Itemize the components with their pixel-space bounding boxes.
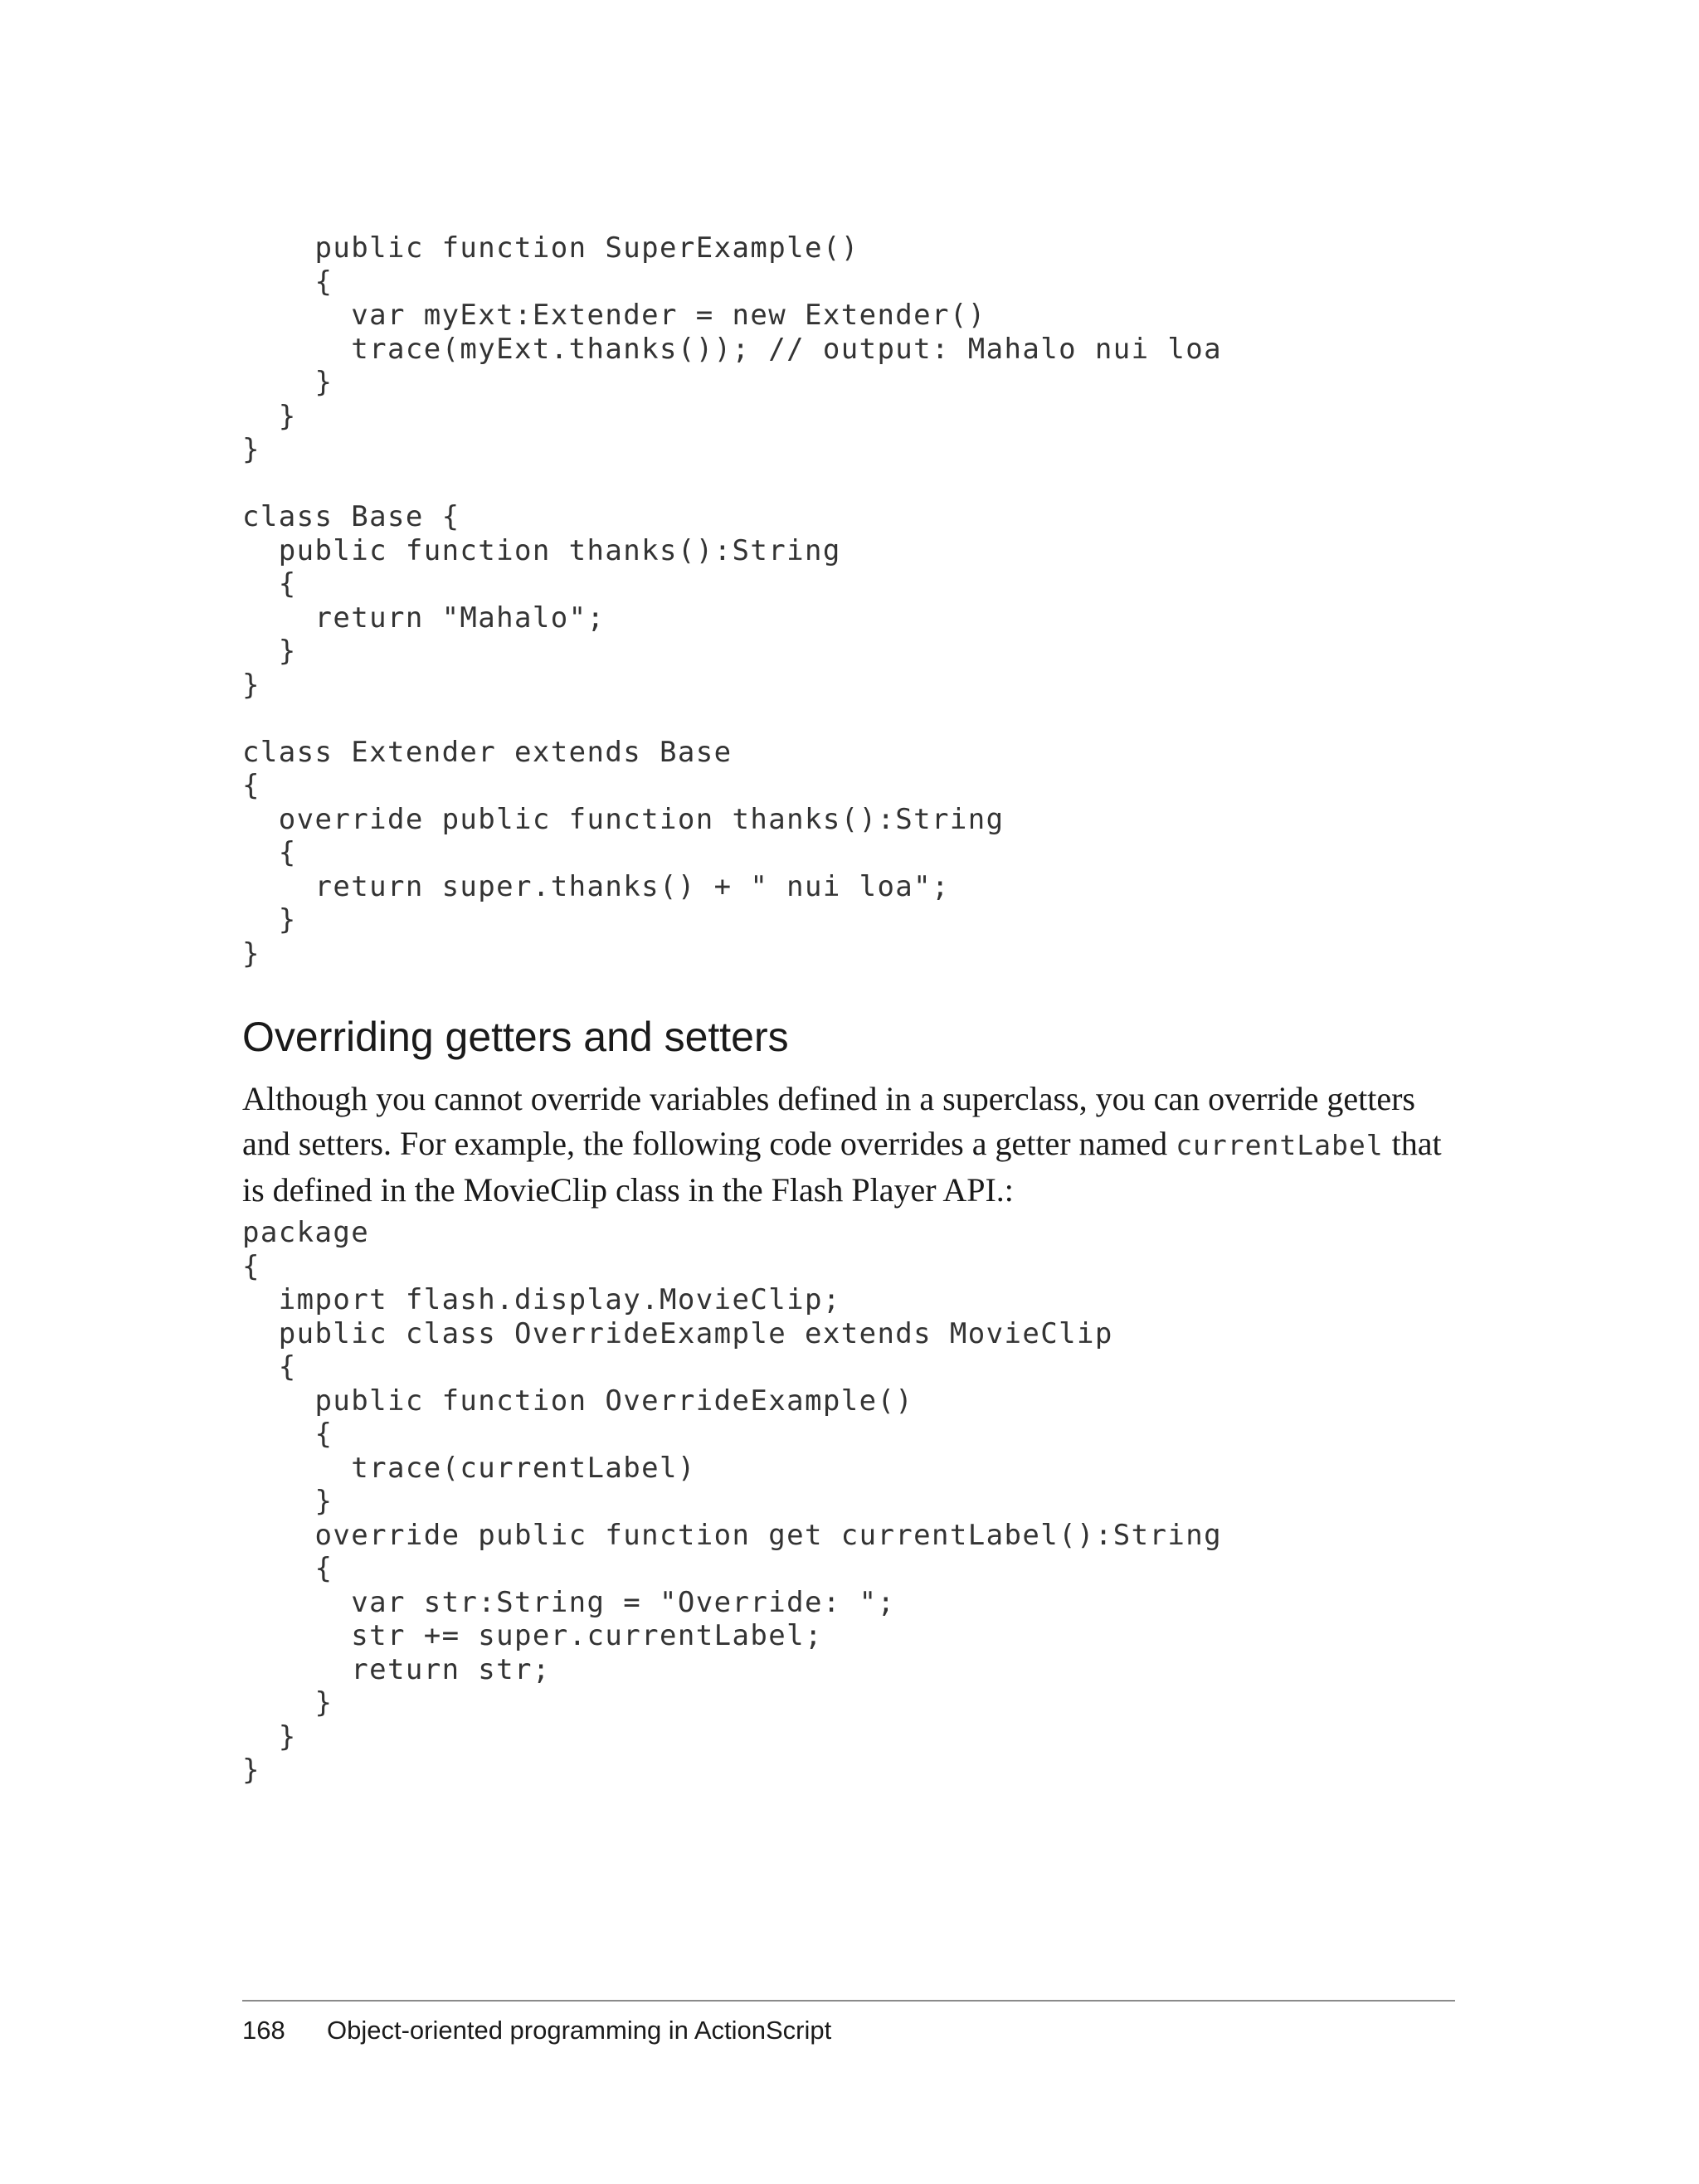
page-footer — [242, 2014, 831, 2047]
code-line: } — [242, 903, 297, 936]
code-line: import flash.display.MovieClip; — [242, 1283, 841, 1316]
code-line: { — [242, 567, 297, 601]
code-line: var str:String = "Override: "; — [242, 1585, 896, 1619]
code-block-override-example — [242, 1216, 1222, 1788]
section-paragraph — [242, 1077, 1462, 1213]
code-line: return str; — [242, 1652, 551, 1686]
code-line: { — [242, 1552, 333, 1585]
code-line: public class OverrideExample extends MovieClip — [242, 1316, 1113, 1350]
code-line: override public function get currentLabel():String — [242, 1518, 1222, 1552]
code-line — [242, 467, 1222, 501]
code-line: } — [242, 1485, 333, 1518]
code-line: package — [242, 1216, 370, 1249]
code-line: override public function thanks():String — [242, 802, 1005, 836]
footer-divider — [242, 2000, 1455, 2002]
code-line: public function SuperExample() — [242, 231, 859, 265]
inline-code-current-label: currentLabel — [1176, 1129, 1384, 1161]
page-number: 168 — [242, 2016, 285, 2045]
code-line: return super.thanks() + " nui loa"; — [242, 869, 950, 903]
code-line: class Extender extends Base — [242, 735, 733, 769]
code-line: } — [242, 366, 333, 399]
code-line: trace(currentLabel) — [242, 1451, 696, 1485]
code-line: } — [242, 1719, 297, 1754]
code-line: } — [242, 635, 297, 668]
code-line: { — [242, 1418, 333, 1451]
code-line: public function thanks():String — [242, 533, 841, 567]
code-line: trace(myExt.thanks()); // output: Mahalo nui loa — [242, 332, 1222, 366]
code-line: } — [242, 936, 260, 970]
code-line: } — [242, 1686, 333, 1719]
code-line: { — [242, 1249, 260, 1283]
code-line: var myExt:Extender = new Extender() — [242, 299, 986, 332]
code-line: { — [242, 836, 297, 869]
code-line: class Base { — [242, 500, 460, 533]
code-line: { — [242, 265, 333, 299]
chapter-title: Object-oriented programming in ActionScript — [327, 2016, 832, 2045]
code-line: { — [242, 769, 260, 802]
code-line: str += super.currentLabel; — [242, 1619, 823, 1652]
section-heading: Overriding getters and setters — [242, 1014, 789, 1060]
code-line: } — [242, 668, 260, 702]
paragraph-text-after-code: that is defined in the MovieClip class in the Flash Player API.: — [242, 1125, 1442, 1209]
code-line: public function OverrideExample() — [242, 1384, 914, 1418]
code-block-super-example — [242, 231, 1222, 970]
code-line: return "Mahalo"; — [242, 601, 606, 635]
paragraph-text-before-code: Although you cannot override variables defined in a superclass, you can override getters and setters. For example, the following code overrides a getter named — [242, 1080, 1415, 1162]
code-line: } — [242, 399, 297, 433]
code-line: } — [242, 433, 260, 466]
code-line — [242, 702, 1222, 736]
code-line: } — [242, 1754, 260, 1787]
code-line: { — [242, 1350, 297, 1384]
